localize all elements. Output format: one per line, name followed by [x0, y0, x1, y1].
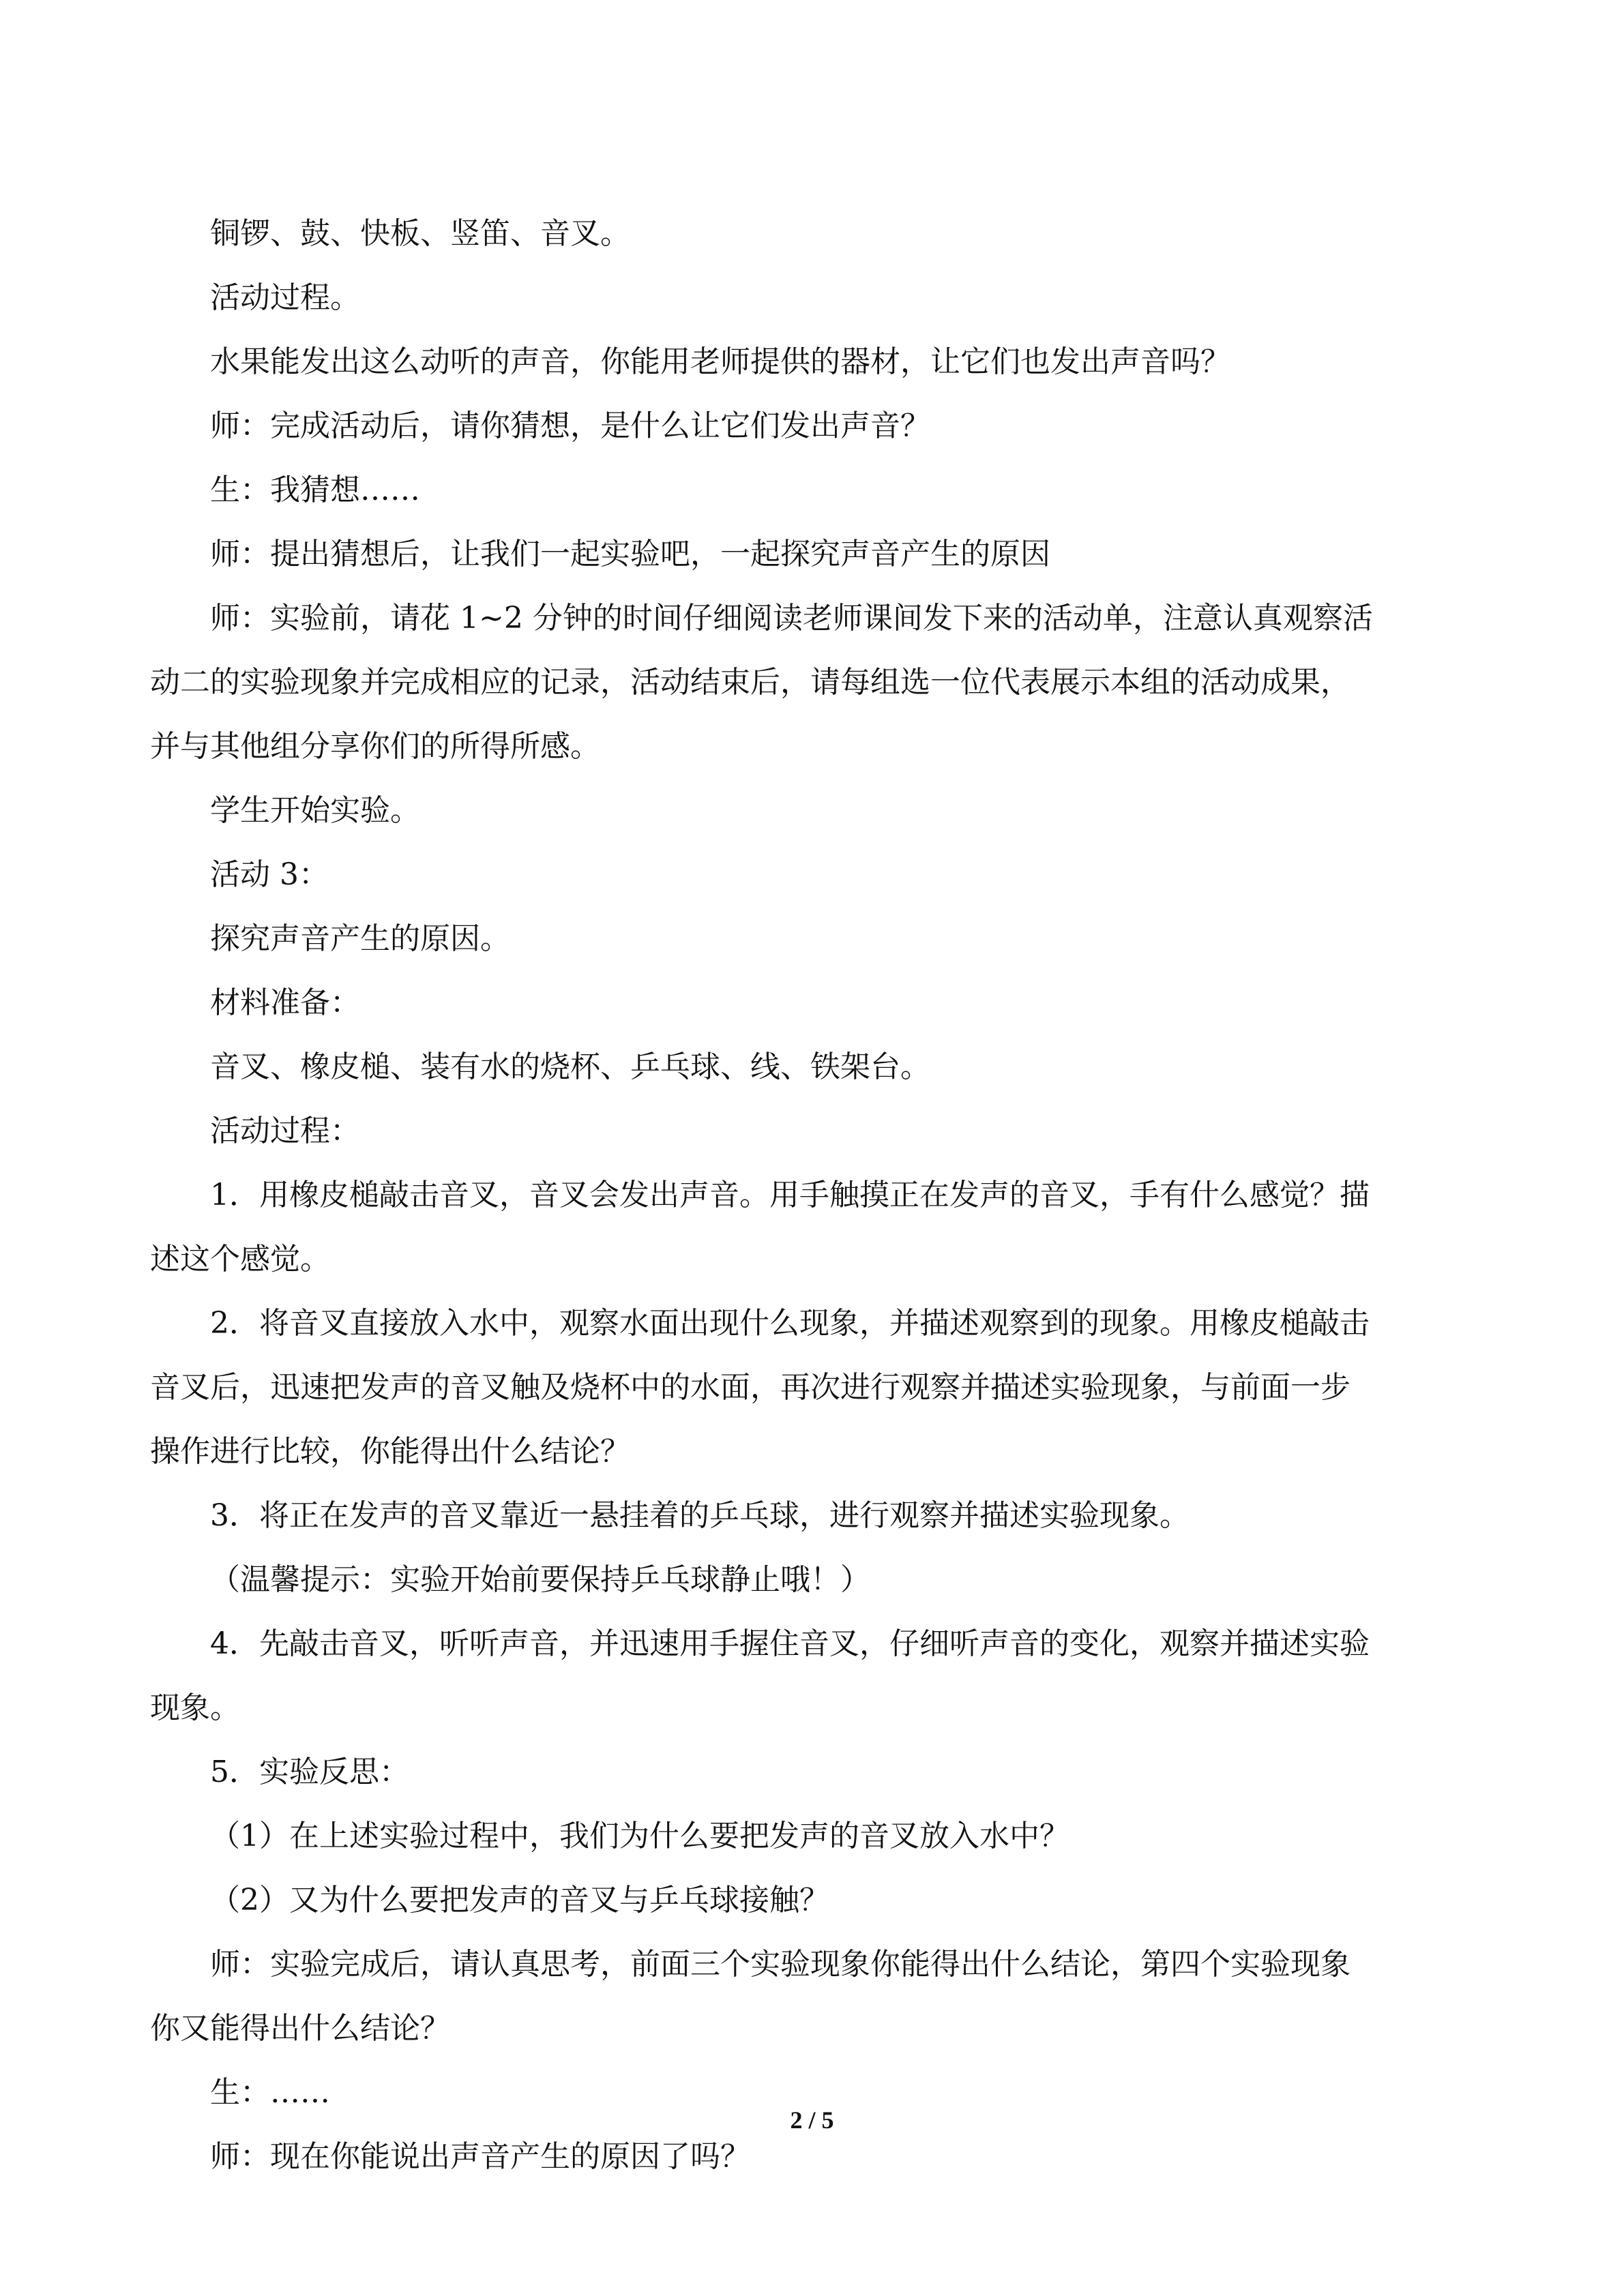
document-body: [150, 202, 1492, 2189]
text-line: 述这个感觉。: [150, 1242, 330, 1277]
paragraph: [210, 266, 1492, 330]
paragraph: [150, 1612, 1492, 1740]
text-line: 2．将音叉直接放入水中，观察水面出现什么现象，并描述观察到的现象。用橡皮槌敲击: [210, 1306, 1370, 1341]
text-line: 铜锣、鼓、快板、竖笛、音叉。: [210, 216, 630, 251]
text-line: 师：提出猜想后，让我们一起实验吧，一起探究声音产生的原因: [210, 537, 1050, 571]
text-line: 水果能发出这么动听的声音，你能用老师提供的器材，让它们也发出声音吗？: [210, 344, 1230, 379]
text-line: 4．先敲击音叉，听听声音，并迅速用手握住音叉，仔细听声音的变化，观察并描述实验: [210, 1626, 1370, 1661]
paragraph: [210, 330, 1492, 394]
text-line: 师：实验完成后，请认真思考，前面三个实验现象你能得出什么结论，第四个实验现象: [210, 1947, 1350, 1982]
paragraph: [210, 458, 1492, 522]
paragraph: [210, 779, 1492, 843]
text-line: 活动过程：: [210, 1114, 360, 1148]
paragraph: [210, 1740, 1492, 1804]
text-line: 并与其他组分享你们的所得所感。: [150, 729, 600, 764]
text-line: 生：我猜想……: [210, 473, 420, 507]
paragraph: [210, 971, 1492, 1035]
paragraph: [210, 202, 1492, 266]
text-line: 音叉、橡皮槌、装有水的烧杯、乒乓球、线、铁架台。: [210, 1049, 930, 1084]
paragraph: [210, 1484, 1492, 1548]
text-line: 活动过程。: [210, 280, 360, 315]
text-line: 探究声音产生的原因。: [210, 921, 510, 956]
paragraph: [150, 1933, 1492, 2061]
text-line: 师：现在你能说出声音产生的原因了吗？: [210, 2139, 750, 2174]
paragraph: [150, 586, 1492, 779]
paragraph: [210, 1868, 1492, 1933]
paragraph: [210, 394, 1492, 458]
paragraph: [210, 843, 1492, 907]
paragraph: [210, 1099, 1492, 1163]
text-line: 音叉后，迅速把发声的音叉触及烧杯中的水面，再次进行观察并描述实验现象，与前面一步: [150, 1370, 1350, 1405]
page-number: 2 / 5: [790, 2106, 834, 2134]
text-line: 师：实验前，请花 1~2 分钟的时间仔细阅读老师课间发下来的活动单，注意认真观察活: [210, 601, 1373, 636]
text-line: （温馨提示：实验开始前要保持乒乓球静止哦！）: [210, 1562, 870, 1597]
text-line: 材料准备：: [210, 985, 360, 1020]
text-line: 师：完成活动后，请你猜想，是什么让它们发出声音？: [210, 408, 930, 443]
paragraph: [210, 1035, 1492, 1099]
text-line: 1．用橡皮槌敲击音叉，音叉会发出声音。用手触摸正在发声的音叉，手有什么感觉？描: [210, 1178, 1370, 1212]
text-line: 你又能得出什么结论？: [150, 2011, 450, 2046]
paragraph: [150, 1163, 1492, 1292]
paragraph: [210, 1804, 1492, 1868]
text-line: （1）在上述实验过程中，我们为什么要把发声的音叉放入水中？: [210, 1819, 1069, 1853]
paragraph: [150, 1292, 1492, 1484]
text-line: 生：……: [210, 2075, 330, 2110]
paragraph: [210, 2125, 1492, 2189]
paragraph: [210, 1548, 1492, 1612]
text-line: 现象。: [150, 1690, 240, 1725]
text-line: 动二的实验现象并完成相应的记录，活动结束后，请每组选一位代表展示本组的活动成果，: [150, 665, 1350, 700]
text-line: 5．实验反思：: [210, 1755, 409, 1789]
paragraph: [210, 522, 1492, 586]
text-line: （2）又为什么要把发声的音叉与乒乓球接触？: [210, 1883, 829, 1918]
text-line: 操作进行比较，你能得出什么结论？: [150, 1434, 630, 1469]
text-line: 活动 3：: [210, 857, 329, 892]
paragraph: [210, 907, 1492, 971]
text-line: 3．将正在发声的音叉靠近一悬挂着的乒乓球，进行观察并描述实验现象。: [210, 1498, 1190, 1533]
text-line: 学生开始实验。: [210, 793, 420, 828]
